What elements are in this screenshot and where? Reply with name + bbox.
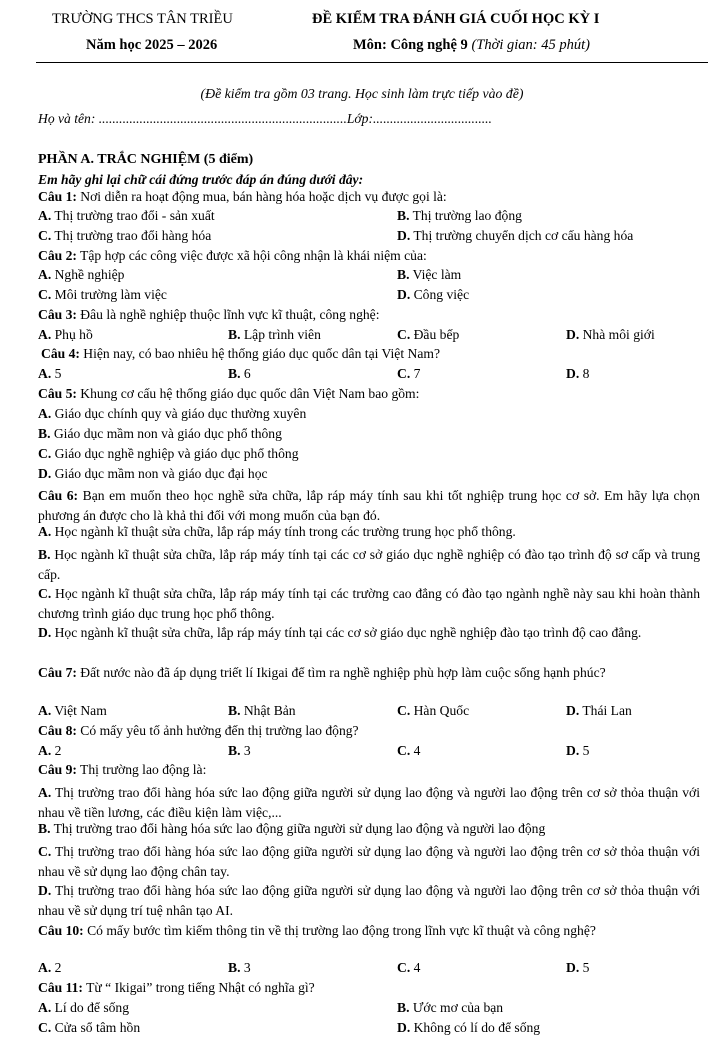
option-text: Thị trường chuyển dịch cơ cấu hàng hóa [410,228,634,243]
option-letter: C. [38,446,52,461]
option-c [38,842,700,881]
option-letter: B. [397,208,410,223]
option-a [38,367,61,381]
option-b [38,427,282,441]
question-label: Câu 11: [38,980,83,995]
option-text: Nhật Bản [240,703,296,718]
option-letter: A. [38,1000,52,1015]
option-text: Thị trường trao đổi hàng hóa sức lao động giữa người sử dụng lao động và người lao động trên cơ sở thỏa thuận với nhau về sử dụng trí tuệ nhân tạo AI. [38,883,700,918]
subject: Môn: Công nghệ 9 [353,37,468,53]
option-letter: C. [38,844,52,859]
question-label: Câu 3: [38,307,77,322]
school-name: TRƯỜNG THCS TÂN TRIỀU [52,11,233,27]
exam-note: (Đề kiểm tra gồm 03 trang. Học sinh làm trực tiếp vào đề) [200,86,524,101]
option-d [397,229,633,243]
subject-line [353,38,590,53]
option-letter: B. [228,703,241,718]
option-b [397,268,461,282]
option-text: Giáo dục nghề nghiệp và giáo dục phổ thông [51,446,299,461]
exam-title: ĐỀ KIỂM TRA ĐÁNH GIÁ CUỐI HỌC KỲ I [312,11,600,27]
option-d [566,328,655,342]
option-text: Thị trường trao đổi hàng hóa sức lao động giữa người sử dụng lao động và người lao động [50,821,546,836]
option-text: Cửa sổ tâm hồn [51,1020,141,1035]
option-letter: A. [38,267,52,282]
option-text: 7 [410,366,421,381]
option-letter: B. [38,426,51,441]
question-text: Đất nước nào đã áp dụng triết lí Ikigai để tìm ra nghề nghiệp phù hợp làm cuộc sống hạnh phúc? [76,665,606,680]
option-c [38,1021,140,1035]
option-text: Đầu bếp [410,327,460,342]
option-a [38,744,61,758]
option-d [566,704,632,718]
option-c [397,704,469,718]
option-letter: D. [566,960,580,975]
option-c [397,367,420,381]
option-text: 3 [240,743,251,758]
question-1 [38,190,447,204]
option-text: 2 [51,960,62,975]
option-letter: D. [397,228,411,243]
question-8 [38,724,359,738]
option-d [566,744,589,758]
question-text: Khung cơ cấu hệ thống giáo dục quốc dân Việt Nam bao gồm: [76,386,420,401]
option-text: Thái Lan [579,703,632,718]
option-d [397,1021,540,1035]
option-b [228,704,296,718]
option-letter: B. [38,821,51,836]
option-letter: D. [566,703,580,718]
option-letter: C. [397,366,411,381]
option-a [38,328,93,342]
option-letter: D. [397,287,411,302]
option-text: Giáo dục chính quy và giáo dục thường xuyên [51,406,307,421]
option-text: Thị trường trao đổi hàng hóa sức lao động giữa người sử dụng lao động và người lao động trên cơ sở thỏa thuận với nhau về tiền lương, các điều kiện làm việc,... [38,785,700,820]
option-text: 5 [579,960,590,975]
question-label: Câu 6: [38,488,79,503]
option-text: 6 [240,366,251,381]
option-text: Môi trường làm việc [51,287,167,302]
section-title: PHẦN A. TRẮC NGHIỆM (5 điểm) [38,152,254,167]
option-c [397,328,459,342]
option-a [38,961,61,975]
option-a [38,704,107,718]
option-text: Ước mơ của bạn [409,1000,504,1015]
option-letter: B. [397,267,410,282]
option-letter: A. [38,406,52,421]
option-a [38,407,306,421]
option-c [38,447,299,461]
option-b [397,209,522,223]
question-text: Có mấy yêu tố ảnh hưởng đến thị trường lao động? [76,723,359,738]
question-text: Bạn em muốn theo học nghề sửa chữa, lắp ráp máy tính sau khi tốt nghiệp trung học cơ sở. Em hãy lựa chọn phương án được cho là khả thi đối với mong muốn của bạn đó. [38,488,700,523]
option-b [38,822,545,836]
option-text: 5 [579,743,590,758]
question-label: Câu 8: [38,723,77,738]
option-letter: D. [397,1020,411,1035]
question-3 [38,308,380,322]
question-label: Câu 2: [38,248,77,263]
option-a [38,209,215,223]
option-d [38,467,268,481]
question-label: Câu 9: [38,762,77,777]
option-letter: B. [228,366,241,381]
option-letter: B. [228,960,241,975]
question-text: Từ “ Ikigai” trong tiếng Nhật có nghĩa gì? [82,980,315,995]
option-text: Lập trình viên [240,327,321,342]
option-letter: C. [38,1020,52,1035]
question-5 [38,387,419,401]
option-c [397,744,420,758]
option-text: Giáo dục mầm non và giáo dục đại học [51,466,268,481]
option-text: Nhà môi giới [579,327,655,342]
option-text: Học ngành kĩ thuật sửa chữa, lắp ráp máy tính trong các trường trung học phổ thông. [51,524,516,539]
school-year: Năm học 2025 – 2026 [86,37,218,53]
option-c [38,584,700,623]
option-a [38,1001,129,1015]
option-letter: D. [38,883,52,898]
option-d [397,288,469,302]
option-letter: D. [38,466,52,481]
option-letter: B. [38,547,51,562]
option-text: Không có lí do để sống [410,1020,541,1035]
option-letter: B. [397,1000,410,1015]
option-text: 4 [410,743,421,758]
option-letter: A. [38,524,52,539]
question-label: Câu 5: [38,386,77,401]
option-letter: C. [38,586,52,601]
option-letter: C. [397,743,411,758]
question-4 [41,347,440,361]
question-label: Câu 4: [41,346,80,361]
option-letter: C. [38,228,52,243]
option-letter: A. [38,703,52,718]
option-letter: A. [38,366,52,381]
option-letter: C. [397,703,411,718]
option-text: Giáo dục mầm non và giáo dục phổ thông [50,426,282,441]
option-letter: D. [566,366,580,381]
option-a [38,783,700,822]
question-label: Câu 7: [38,665,77,680]
option-b [38,545,700,584]
option-letter: D. [38,625,52,640]
header-divider [36,62,708,63]
option-letter: B. [228,327,241,342]
option-text: Thị trường trao đổi - sản xuất [51,208,215,223]
question-6 [38,486,700,525]
option-b [397,1001,503,1015]
question-11 [38,981,315,995]
option-text: Thị trường trao đổi hàng hóa sức lao động giữa người sử dụng lao động và người lao động trên cơ sở thỏa thuận với nhau về sử dụng lao động chân tay. [38,844,700,879]
option-text: 3 [240,960,251,975]
option-letter: C. [397,327,411,342]
option-text: Thị trường trao đổi hàng hóa [51,228,212,243]
option-letter: C. [38,287,52,302]
question-10 [38,921,700,941]
student-name-field: Họ và tên: .........................................................................Lớp:................................... [38,111,492,126]
option-text: 5 [51,366,62,381]
option-text: Việt Nam [51,703,107,718]
question-text: Thị trường lao động là: [76,762,207,777]
option-c [38,229,211,243]
option-b [228,328,321,342]
duration: (Thời gian: 45 phút) [471,37,590,53]
option-letter: A. [38,960,52,975]
question-label: Câu 1: [38,189,77,204]
option-a [38,525,516,539]
option-letter: D. [566,327,580,342]
option-text: Học ngành kĩ thuật sửa chữa, lắp ráp máy tính tại các trường cao đẳng có đào tạo ngành nghề này sau khi hoàn thành chương trình giáo dục trung học phổ thông. [38,586,700,621]
section-instruction: Em hãy ghi lại chữ cái đứng trước đáp án đúng dưới đây: [38,172,364,187]
option-d [38,623,700,643]
option-text: 4 [410,960,421,975]
question-text: Tập hợp các công việc được xã hội công nhận là khái niệm của: [76,248,427,263]
option-text: Học ngành kĩ thuật sửa chữa, lắp ráp máy tính tại các cơ sở giáo dục nghề nghiệp có đào tạo trình độ sơ cấp và trung cấp. [38,547,700,582]
option-text: Công việc [410,287,470,302]
option-text: Phụ hồ [51,327,93,342]
option-text: Thị trường lao động [409,208,522,223]
option-text: 8 [579,366,590,381]
option-text: Nghề nghiệp [51,267,125,282]
option-text: 2 [51,743,62,758]
question-9 [38,763,206,777]
option-letter: A. [38,743,52,758]
option-d [566,961,589,975]
option-letter: A. [38,208,52,223]
option-c [38,288,167,302]
option-d [566,367,589,381]
option-letter: A. [38,327,52,342]
option-letter: A. [38,785,52,800]
option-b [228,367,251,381]
question-text: Có mấy bước tìm kiếm thông tin về thị trường lao động trong lĩnh vực kĩ thuật và công nghệ? [83,923,596,938]
option-text: Hàn Quốc [410,703,470,718]
option-b [228,744,251,758]
option-letter: B. [228,743,241,758]
option-text: Lí do để sống [51,1000,129,1015]
option-c [397,961,420,975]
option-a [38,268,124,282]
option-text: Việc làm [409,267,462,282]
question-text: Đâu là nghề nghiệp thuộc lĩnh vực kĩ thuật, công nghệ: [76,307,380,322]
question-2 [38,249,427,263]
option-letter: C. [397,960,411,975]
option-b [228,961,251,975]
question-text: Nơi diễn ra hoạt động mua, bán hàng hóa hoặc dịch vụ được gọi là: [76,189,447,204]
question-label: Câu 10: [38,923,84,938]
option-d [38,881,700,920]
question-text: Hiện nay, có bao nhiêu hệ thống giáo dục quốc dân tại Việt Nam? [79,346,440,361]
option-text: Học ngành kĩ thuật sửa chữa, lắp ráp máy tính tại các cơ sở giáo dục nghề nghiệp đào tạo trình độ cao đẳng. [51,625,642,640]
question-7 [38,663,700,683]
option-letter: D. [566,743,580,758]
